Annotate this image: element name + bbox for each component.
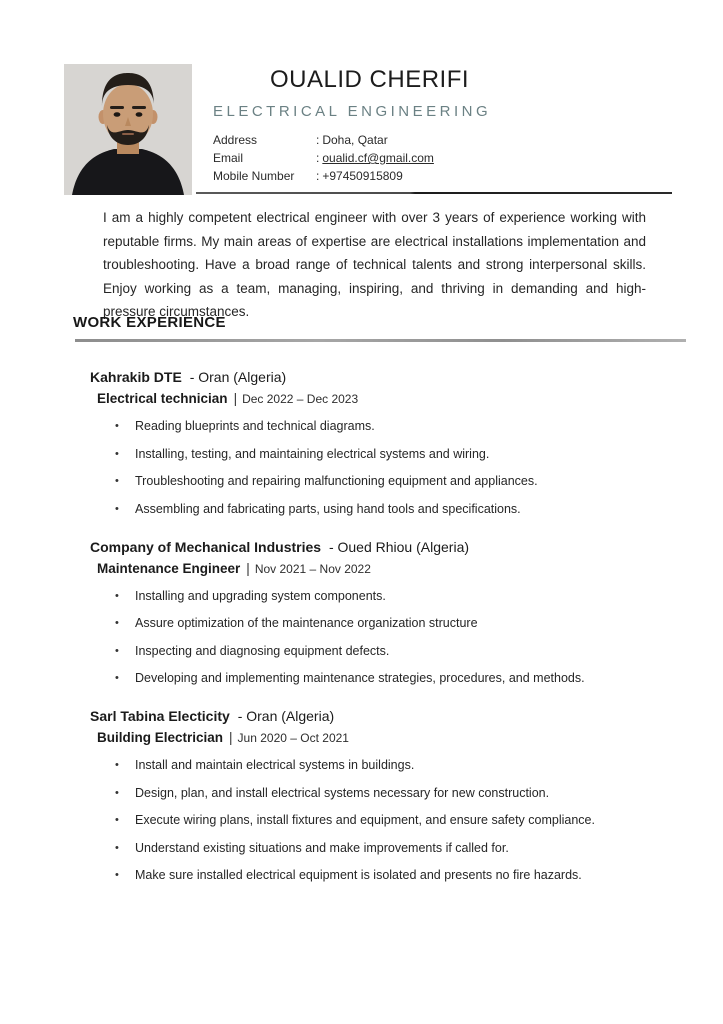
bullet-item xyxy=(115,671,675,686)
company-name: Sarl Tabina Electicity xyxy=(90,708,230,724)
role-dates: Jun 2020 – Oct 2021 xyxy=(237,731,349,745)
email-link[interactable]: oualid.cf@gmail.com xyxy=(322,151,434,165)
bullet-item xyxy=(115,841,675,856)
header-divider-rule xyxy=(196,192,672,194)
company-name: Kahrakib DTE xyxy=(90,369,182,385)
bullet-icon: • xyxy=(115,869,119,881)
job-bullets xyxy=(115,419,675,517)
profession-title: ELECTRICAL ENGINEERING xyxy=(213,103,492,120)
bullet-icon: • xyxy=(115,447,119,460)
bullet-item xyxy=(115,474,675,489)
contact-row-mobile xyxy=(213,167,673,185)
company-line xyxy=(90,368,675,386)
bullet-text: Assure optimization of the maintenance organization structure xyxy=(135,616,478,630)
bullet-icon: • xyxy=(115,841,119,854)
company-location: - Oran (Algeria) xyxy=(189,369,287,385)
bullet-icon: • xyxy=(115,420,119,432)
header-identity-block xyxy=(213,64,673,195)
bullet-text: Understand existing situations and make improvements if called for. xyxy=(135,840,509,855)
bullet-item xyxy=(115,419,675,434)
company-line xyxy=(90,538,675,556)
profile-photo xyxy=(64,64,192,195)
role-title: Maintenance Engineer xyxy=(97,560,241,576)
profile-summary: I am a highly competent electrical engineer with over 3 years of experience working with reputable firms. My main areas of expertise are electrical installations implementation and troubleshooting. Have a broad range of technical talents and strong interpersonal skills. Enjoy working as a team, managing, inspiring, and thriving in demanding and high-pressure circumstances. xyxy=(103,210,646,319)
bullet-text: Execute wiring plans, install fixtures and equipment, and ensure safety compliance. xyxy=(135,813,595,827)
mobile-value: +97450915809 xyxy=(322,169,403,183)
bullet-icon: • xyxy=(115,589,119,602)
role-line xyxy=(97,560,675,578)
bullet-text: Installing and upgrading system components. xyxy=(135,588,386,603)
bullet-item xyxy=(115,868,675,883)
bullet-icon: • xyxy=(115,814,119,826)
bullet-text: Make sure installed electrical equipment is isolated and presents no fire hazards. xyxy=(135,868,582,882)
company-location: - Oued Rhiou (Algeria) xyxy=(328,538,470,555)
bullet-text: Troubleshooting and repairing malfunctioning equipment and appliances. xyxy=(135,474,538,488)
bullet-icon: • xyxy=(115,672,119,684)
bullet-text: Reading blueprints and technical diagrams. xyxy=(135,419,375,433)
bullet-item xyxy=(115,786,675,801)
bullet-icon: • xyxy=(115,502,119,515)
bullet-icon: • xyxy=(115,786,119,799)
bullet-item xyxy=(115,447,675,462)
contact-row-email xyxy=(213,149,673,167)
job-entry-sarl-tabina xyxy=(90,707,675,883)
role-dates: Dec 2022 – Dec 2023 xyxy=(242,392,359,406)
role-line xyxy=(97,390,675,408)
section-divider-rule xyxy=(75,339,686,342)
colon-separator: : xyxy=(316,169,320,183)
bullet-icon: • xyxy=(115,617,119,629)
job-bullets xyxy=(115,589,675,687)
resume-header xyxy=(64,64,673,195)
bullet-text: Install and maintain electrical systems in buildings. xyxy=(135,758,415,772)
bullet-text: Assembling and fabricating parts, using hand tools and specifications. xyxy=(135,501,521,516)
bullet-item xyxy=(115,589,675,604)
mobile-label: Mobile Number xyxy=(213,169,295,183)
bullet-item xyxy=(115,502,675,517)
bullet-icon: • xyxy=(115,644,119,657)
portrait-photo-illustration xyxy=(64,64,192,195)
role-line xyxy=(97,729,675,747)
role-dates: Nov 2021 – Nov 2022 xyxy=(254,561,371,576)
company-line xyxy=(90,707,675,725)
bullet-item xyxy=(115,616,675,631)
pipe-separator: | xyxy=(233,391,238,406)
role-title: Electrical technician xyxy=(97,391,228,406)
pipe-separator: | xyxy=(229,730,233,745)
job-entry-kahrakib xyxy=(90,368,675,517)
jobs-list xyxy=(90,368,675,904)
company-name: Company of Mechanical Industries xyxy=(90,538,322,555)
bullet-icon: • xyxy=(115,475,119,487)
bullet-icon: • xyxy=(115,759,119,771)
role-title: Building Electrician xyxy=(97,730,224,745)
email-label: Email xyxy=(213,151,244,165)
bullet-item xyxy=(115,758,675,773)
candidate-name: OUALID CHERIFI xyxy=(270,66,470,93)
bullet-item xyxy=(115,644,675,659)
bullet-item xyxy=(115,813,675,828)
bullet-text: Inspecting and diagnosing equipment defects. xyxy=(135,643,390,658)
address-label: Address xyxy=(213,133,258,147)
colon-separator: : xyxy=(316,151,320,165)
work-experience-heading: WORK EXPERIENCE xyxy=(73,314,226,331)
colon-separator: : xyxy=(316,133,320,147)
pipe-separator: | xyxy=(246,560,250,576)
company-location: - Oran (Algeria) xyxy=(237,708,335,724)
job-bullets xyxy=(115,758,675,883)
bullet-text: Design, plan, and install electrical systems necessary for new construction. xyxy=(135,785,550,800)
bullet-text: Installing, testing, and maintaining electrical systems and wiring. xyxy=(135,446,490,461)
job-entry-mechanical-industries xyxy=(90,538,675,687)
contact-row-address xyxy=(213,131,673,149)
address-value: Doha, Qatar xyxy=(322,133,388,147)
bullet-text: Developing and implementing maintenance strategies, procedures, and methods. xyxy=(135,671,585,685)
